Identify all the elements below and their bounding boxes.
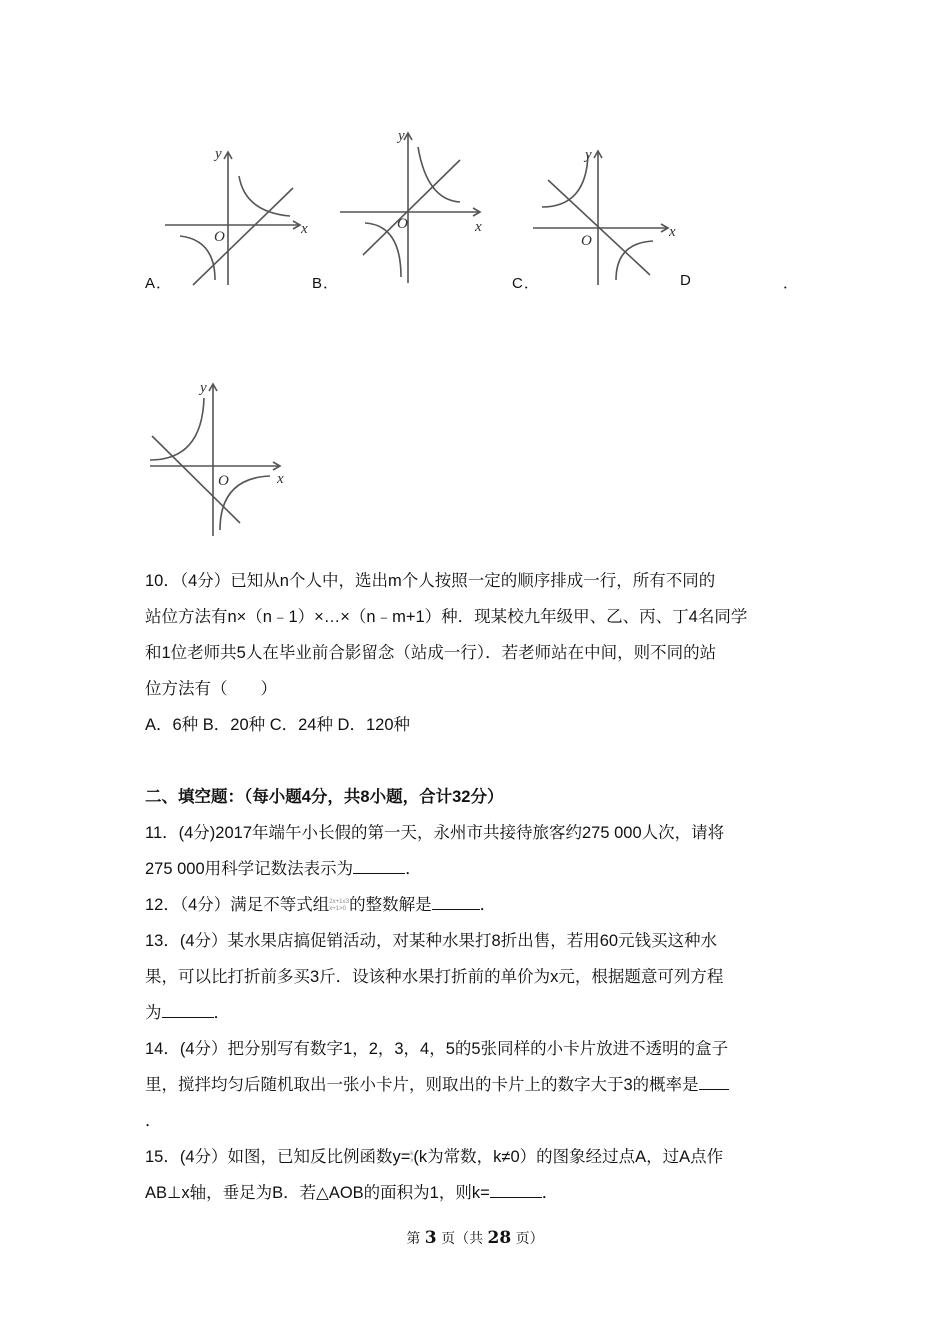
y-axis-label: y <box>200 380 207 396</box>
y-axis-label: y <box>215 146 222 162</box>
option-b-label: B． <box>312 275 340 292</box>
question-15-end: ． <box>541 1184 559 1202</box>
answer-blank-14[interactable] <box>699 1069 729 1090</box>
question-10-choices: A．6种 B．20种 C．24种 D．120种 <box>145 716 411 734</box>
option-d-dot: ． <box>783 275 800 292</box>
page-footer: 第 3 页（共 28 页） <box>406 1228 544 1248</box>
x-axis-label: x <box>277 471 284 487</box>
hyperbola-branch-upper <box>418 147 460 202</box>
linear-function-line <box>363 160 460 255</box>
graph-option-b <box>335 125 495 290</box>
question-14-text: 里，搅拌均匀后随机取出一张小卡片，则取出的卡片上的数字大于3的概率是 <box>145 1076 699 1094</box>
option-a-label: A． <box>145 275 173 292</box>
question-13-line-3 <box>145 995 817 1031</box>
answer-blank-12[interactable] <box>432 889 480 910</box>
x-axis-label: x <box>669 224 676 240</box>
answer-blank-11[interactable] <box>353 853 405 874</box>
question-15-line-1 <box>145 1139 817 1175</box>
section-2-heading: 二、填空题：（每小题4分，共8小题，合计32分） <box>145 788 504 806</box>
question-14-line-3: ． <box>145 1112 162 1130</box>
question-13-line-1: 13．(4分）某水果店搞促销活动，对某种水果打8折出售，若用60元钱买这种水 <box>145 932 718 950</box>
question-13-end: ． <box>213 1004 230 1022</box>
option-d-label: D <box>680 272 692 289</box>
question-11-end: ． <box>405 860 422 878</box>
question-14-line-1: 14．(4分）把分别写有数字1，2，3，4，5的5张同样的小卡片放进不透明的盒子 <box>145 1040 729 1058</box>
answer-blank-15[interactable] <box>490 1177 542 1198</box>
question-15-text-3: AB⊥x轴，垂足为B．若△AOB的面积为1，则k= <box>145 1184 490 1202</box>
y-axis-label: y <box>398 128 405 144</box>
answer-blank-13[interactable] <box>162 997 214 1018</box>
hyperbola-branch-upper <box>150 398 204 460</box>
fill-blank-questions <box>145 815 817 1211</box>
hyperbola-branch-upper <box>239 176 290 216</box>
y-axis-label: y <box>585 147 592 163</box>
x-axis-label: x <box>301 221 308 237</box>
fraction-k-over-x-image: k x <box>410 1150 414 1164</box>
question-15-text-2: (k为常数，k≠0）的图象经过点A，过A点作 <box>413 1148 724 1166</box>
question-13-text: 为 <box>145 1004 162 1022</box>
question-12-text-2: 的整数解是 <box>349 896 432 914</box>
question-10-line-4: 位方法有（ ） <box>145 680 277 698</box>
linear-function-line <box>193 188 293 285</box>
graph-option-c <box>528 145 688 290</box>
hyperbola-branch-lower <box>365 223 401 277</box>
question-15-line-2 <box>145 1175 817 1211</box>
option-c-label: C． <box>512 275 540 292</box>
question-14-line-2 <box>145 1067 817 1103</box>
question-10-line-1: 10．（4分）已知从n个人中，选出m个人按照一定的顺序排成一行，所有不同的 <box>145 572 716 590</box>
question-10-line-3: 和1位老师共5人在毕业前合影留念（站成一行）．若老师站在中间，则不同的站 <box>145 644 717 662</box>
question-10 <box>145 563 817 743</box>
origin-label: O <box>214 229 225 245</box>
question-11-line-1: 11．(4分)2017年端午小长假的第一天，永州市共接待旅客约275 000人次，请将 <box>145 824 725 842</box>
graph-option-a <box>155 140 315 290</box>
question-11-text: 275 000用科学记数法表示为 <box>145 860 354 878</box>
question-12-text: 12．（4分）满足不等式组 <box>145 896 330 914</box>
inequality-system-image: 2x+1≤3 x+1>0 <box>329 898 350 912</box>
question-12 <box>145 887 817 923</box>
hyperbola-branch-lower <box>180 236 215 280</box>
total-page-count: 28 <box>487 1228 512 1248</box>
question-12-end: ． <box>479 896 497 914</box>
question-13-line-2: 果，可以比打折前多买3斤．设该种水果打折前的单价为x元，根据题意可列方程 <box>145 968 724 986</box>
x-axis-label: x <box>475 219 482 235</box>
question-15-text: 15．(4分）如图，已知反比例函数y= <box>145 1148 411 1166</box>
origin-label: O <box>218 473 229 489</box>
current-page-number: 3 <box>424 1228 437 1248</box>
question-11-line-2 <box>145 851 817 887</box>
graph-option-d <box>140 378 300 543</box>
origin-label: O <box>397 216 408 232</box>
origin-label: O <box>581 233 592 249</box>
question-10-line-2: 站位方法有n×（n﹣1）×…×（n﹣m+1）种．现某校九年级甲、乙、丙、丁4名同学 <box>145 608 748 626</box>
